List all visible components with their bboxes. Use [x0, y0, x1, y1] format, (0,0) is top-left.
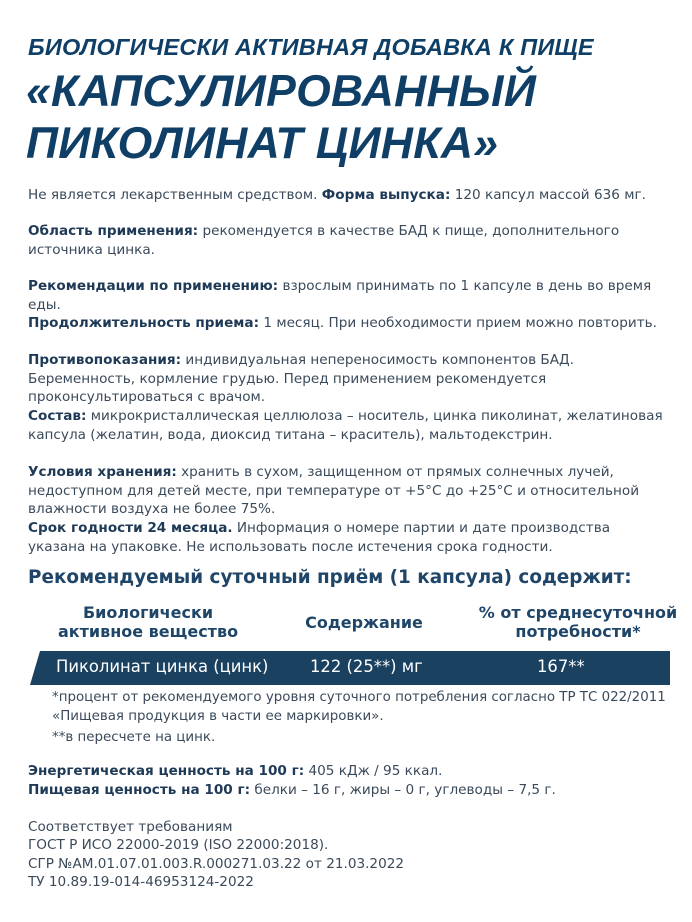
duration-paragraph: [28, 314, 668, 333]
product-title-line1: «КАПСУЛИРОВАННЫЙ: [26, 67, 537, 116]
compliance-line3: СГР №AM.01.07.01.003.R.000271.03.22 от 21.03.2022: [28, 856, 405, 872]
application-label: Область применения:: [28, 223, 199, 239]
form-value: 120 капсул массой 636 мг.: [454, 187, 646, 203]
energy-label: Энергетическая ценность на 100 г:: [28, 763, 305, 779]
duration-value: 1 месяц. При необходимости прием можно повторить.: [263, 315, 657, 331]
compliance-line1: Соответствует требованиям: [28, 819, 233, 835]
composition-value: микрокристаллическая целлюлоза – носитель, цинка пиколинат, желатиновая капсула (желатин, вода, диоксид титана – краситель), мальтодекстрин.: [28, 408, 663, 443]
shelf-label: Срок годности 24 месяца.: [28, 520, 233, 536]
compliance-line2: ГОСТ Р ИСО 22000-2019 (ISO 22000:2018).: [28, 837, 329, 853]
shelf-paragraph: [28, 519, 668, 556]
storage-paragraph: [28, 463, 668, 519]
contra-label: Противопоказания:: [28, 352, 182, 368]
composition-paragraph: [28, 407, 668, 444]
energy-value-line: [28, 762, 442, 781]
product-title-line2: ПИКОЛИНАТ ЦИНКА»: [26, 119, 499, 168]
table-col-substance: [48, 603, 248, 641]
food-label: Пищевая ценность на 100 г:: [28, 782, 251, 798]
form-label: Форма выпуска:: [321, 187, 451, 203]
food-value-line: [28, 781, 556, 800]
compliance-line4: ТУ 10.89.19-014-46953124-2022: [28, 874, 254, 890]
table-col-substance-line2: активное вещество: [57, 622, 239, 641]
table-col-percent-line1: % от среднесуточной: [478, 603, 678, 622]
application-paragraph: [28, 222, 668, 259]
footnote-zinc: **в пересчете на цинк.: [52, 730, 216, 745]
food-value: белки – 16 г, жиры – 0 г, углеводы – 7,5 г.: [254, 782, 556, 798]
table-col-percent: [478, 603, 678, 641]
table-col-percent-line2: потребности*: [515, 622, 641, 641]
composition-label: Состав:: [28, 408, 87, 424]
contra-paragraph: [28, 351, 668, 407]
table-col-amount: Содержание: [305, 613, 423, 632]
usage-label: Рекомендации по применению:: [28, 278, 279, 294]
table-col-substance-line1: Биологически: [82, 603, 214, 622]
usage-value: взрослым принимать по 1 капсуле в день во время еды.: [28, 278, 652, 313]
table-row-substance: Пиколинат цинка (цинк): [56, 657, 269, 676]
product-title: [26, 66, 676, 170]
storage-value: хранить в сухом, защищенном от прямых солнечных лучей, недоступном для детей месте, при температуре от +5°С до +25°С и относительной влажности воздуха не более 75%.: [28, 464, 640, 517]
table-heading: Рекомендуемый суточный приём (1 капсула) содержит:: [28, 567, 632, 588]
footnote-percent: *процент от рекомендуемого уровня суточного потребления согласно ТР ТС 022/2011 «Пищевая продукция в части ее маркировки».: [52, 690, 666, 724]
energy-value: 405 кДж / 95 ккал.: [308, 763, 443, 779]
product-kicker: БИОЛОГИЧЕСКИ АКТИВНАЯ ДОБАВКА К ПИЩЕ: [28, 34, 594, 60]
usage-paragraph: [28, 277, 668, 314]
table-row-percent: 167**: [537, 657, 585, 676]
intro-text: Не является лекарственным средством.: [28, 187, 318, 203]
storage-label: Условия хранения:: [28, 464, 177, 480]
intro-paragraph: [28, 186, 668, 205]
duration-label: Продолжительность приема:: [28, 315, 260, 331]
application-value: рекомендуется в качестве БАД к пище, дополнительного источника цинка.: [28, 223, 620, 258]
shelf-value: Информация о номере партии и дате производства указана на упаковке. Не использовать после истечения срока годности.: [28, 520, 611, 555]
table-row-amount: 122 (25**) мг: [310, 657, 423, 676]
contra-value: индивидуальная непереносимость компонентов БАД. Беременность, кормление грудью. Перед применением рекомендуется проконсультироваться с врачом.: [28, 352, 574, 405]
